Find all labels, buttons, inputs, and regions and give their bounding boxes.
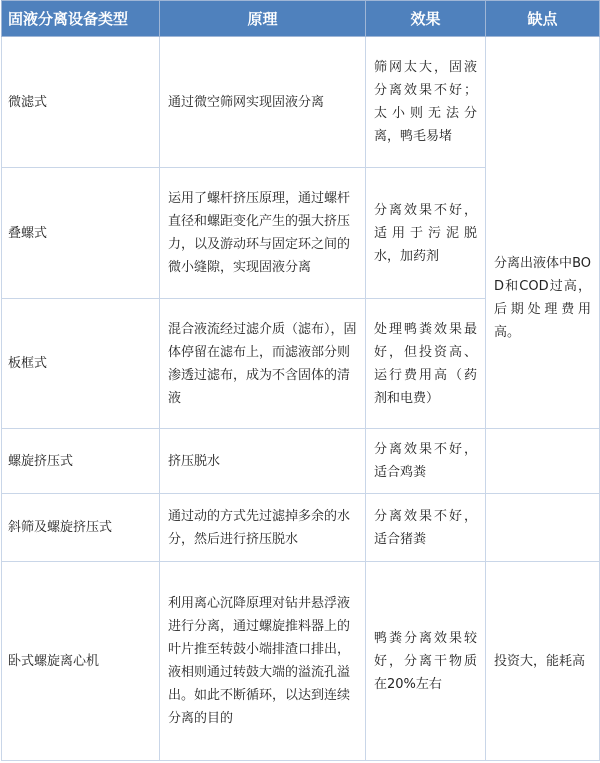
row-effect: 分离效果不好，适合鸡粪 xyxy=(366,429,486,494)
row-drawback-empty xyxy=(486,429,600,494)
row-principle: 通过微空筛网实现固液分离 xyxy=(160,37,366,168)
row-type: 卧式螺旋离心机 xyxy=(2,562,160,761)
header-drawback: 缺点 xyxy=(486,1,600,37)
header-principle: 原理 xyxy=(160,1,366,37)
table-row xyxy=(2,429,600,494)
row-effect: 处理鸭粪效果最好，但投资高、运行费用高（药剂和电费） xyxy=(366,299,486,429)
row-effect: 鸭粪分离效果较好，分离干物质在20%左右 xyxy=(366,562,486,761)
row-principle: 通过动的方式先过滤掉多余的水分，然后进行挤压脱水 xyxy=(160,494,366,562)
shared-drawback: 分离出液体中BOD和COD过高，后期处理费用高。 xyxy=(486,168,600,429)
row-drawback-empty xyxy=(486,37,600,168)
row-type: 板框式 xyxy=(2,299,160,429)
row-type: 螺旋挤压式 xyxy=(2,429,160,494)
row-type: 叠螺式 xyxy=(2,168,160,299)
row-effect: 分离效果不好，适合猪粪 xyxy=(366,494,486,562)
row-principle: 混合液流经过滤介质（滤布），固体停留在滤布上，而滤液部分则渗透过滤布，成为不含固体的清液 xyxy=(160,299,366,429)
table-row xyxy=(2,494,600,562)
header-type: 固液分离设备类型 xyxy=(2,1,160,37)
separation-equipment-table xyxy=(1,0,600,761)
table-row xyxy=(2,168,600,299)
row-principle: 利用离心沉降原理对钻井悬浮液进行分离，通过螺旋推料器上的叶片推至转鼓小端排渣口排出，液相则通过转鼓大端的溢流孔溢出。如此不断循环，以达到连续分离的目的 xyxy=(160,562,366,761)
row-effect: 分离效果不好，适用于污泥脱水，加药剂 xyxy=(366,168,486,299)
row-principle: 运用了螺杆挤压原理，通过螺杆直径和螺距变化产生的强大挤压力，以及游动环与固定环之间的微小缝隙，实现固液分离 xyxy=(160,168,366,299)
row-drawback: 投资大，能耗高 xyxy=(486,562,600,761)
row-drawback-empty xyxy=(486,494,600,562)
table-row xyxy=(2,562,600,761)
table-row xyxy=(2,37,600,168)
row-type: 微滤式 xyxy=(2,37,160,168)
row-effect: 筛网太大，固液分离效果不好；太小则无法分离，鸭毛易堵 xyxy=(366,37,486,168)
header-effect: 效果 xyxy=(366,1,486,37)
header-row xyxy=(2,1,600,37)
row-principle: 挤压脱水 xyxy=(160,429,366,494)
row-type: 斜筛及螺旋挤压式 xyxy=(2,494,160,562)
